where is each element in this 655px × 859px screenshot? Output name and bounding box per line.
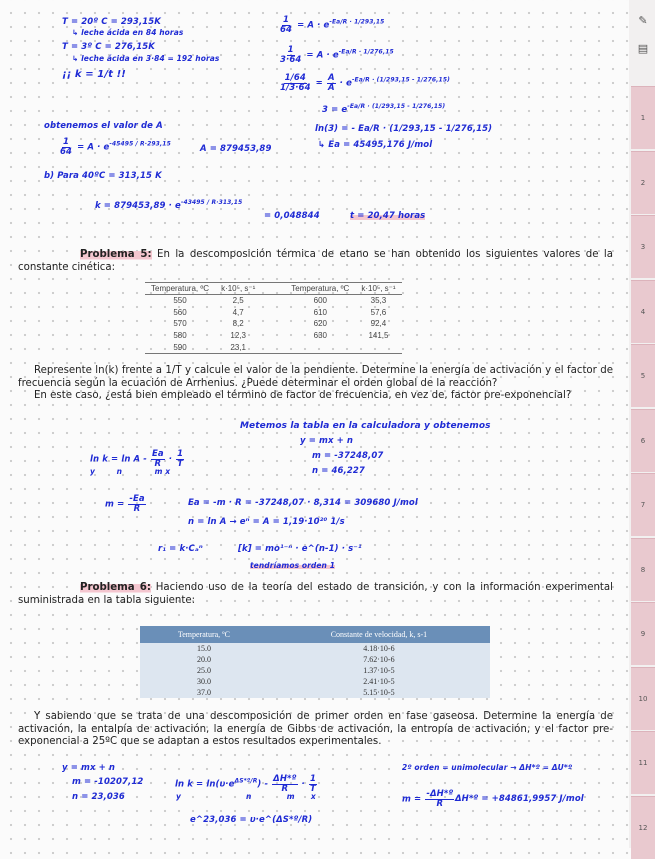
table-row (145, 341, 402, 353)
hw-k-def: ¡¡ k = 1/t !! (62, 69, 126, 80)
problem-6-title: Problema 6: (80, 582, 151, 593)
table-cell: 12,3 (230, 331, 246, 341)
section-tab[interactable]: 9 (631, 602, 655, 665)
table-row (145, 295, 402, 307)
table-cell: 7.62·10-6 (268, 654, 490, 665)
table-row (140, 665, 490, 676)
hw-arrhenius-ln: ln k = ln A - $\frac{Ea}{R}$ · $\frac{1}{T}$ (90, 449, 184, 469)
table-cell: 560 (173, 307, 187, 317)
hw-p6-order: 2º orden = unimolecular → ΔH*º = ΔU*º (402, 763, 573, 772)
table-cell: 630 (313, 331, 327, 341)
problem-5-question (18, 365, 613, 403)
col-temp-2: Temperatura, ºC (261, 283, 355, 295)
problem-6-q: Y sabiendo que se trata de una descomposición de primer orden en fase gaseosa. Determine la energía de activación, la entalpía de activación, la energía de Gibbs de activación, la entropía de activación, y el factor pre-exponencial a 25ºC que se adaptan a estos resultados experimentales. (18, 711, 613, 747)
hw-p6-dh: ΔH*º = +84861,9957 J/mol (455, 794, 584, 804)
table-cell: 580 (173, 331, 187, 341)
hw-ea-calc: Ea = -m · R = -37248,07 · 8,314 = 309680 J/mol (188, 498, 418, 508)
hw-rate: r₁ = k·Cₐⁿ (158, 544, 203, 554)
kinetics-table (145, 282, 402, 354)
hw-p6-m: m = -10207,12 (72, 777, 144, 787)
notebook-icon[interactable]: ▤ (637, 42, 649, 55)
pen-icon[interactable]: ✎ (638, 14, 648, 27)
problem-5-q2: En este caso, ¿está bien empleado el término de factor de frecuencia, en vez de, factor pre-exponencial? (34, 390, 572, 401)
table-cell: 8,2 (232, 319, 244, 329)
hw-units: [k] = mo¹⁻ⁿ · e^(n-1) · s⁻¹ (238, 544, 362, 554)
table-cell (355, 341, 401, 353)
table-cell: 550 (173, 296, 187, 306)
rate-constant-table (140, 626, 490, 698)
table-cell: 20.0 (140, 654, 268, 665)
hw-m-val: m = -37248,07 (312, 451, 384, 461)
hw-note2: ↳ leche ácida en 3·84 = 192 horas (72, 54, 220, 63)
table-cell: 1.37·10-5 (268, 665, 490, 676)
hw-k-result: = 0,048844 (264, 211, 320, 221)
hw-eq-a: $\frac{1}{64}$ = $A \cdot e^{-45495 / R\cdot 293,15}$ (60, 137, 171, 157)
col-rate-constant: Constante de velocidad, k, s-1 (268, 626, 490, 643)
section-tab[interactable]: 7 (631, 473, 655, 536)
table-row (145, 307, 402, 319)
problem-6-text: Haciendo uso de la teoría del estado de transición, y con la información experimental suministrada en la tabla siguiente: (18, 582, 613, 606)
hw-order: tendríamos orden 1 (250, 561, 336, 570)
section-tab[interactable]: 3 (631, 215, 655, 278)
col-temp-1: Temperatura, ºC (145, 283, 215, 295)
hw-a-value: A = 879453,89 (200, 144, 272, 154)
problem-6-statement (18, 582, 613, 607)
hw-t-result: t = 20,47 horas (350, 211, 426, 221)
table-cell: 570 (173, 319, 187, 329)
section-tab[interactable]: 2 (631, 151, 655, 214)
table-cell: 600 (313, 296, 327, 306)
table-cell: 35,3 (370, 296, 387, 306)
hw-mapping: y n m x (90, 467, 171, 476)
section-tab[interactable]: 10 (631, 667, 655, 730)
table-cell: 30.0 (140, 676, 268, 687)
section-tab[interactable]: 6 (631, 409, 655, 472)
section-tab[interactable]: 11 (631, 731, 655, 794)
table-cell: 57,6 (370, 307, 387, 317)
table-row (145, 318, 402, 330)
table-cell (261, 341, 355, 353)
table-cell: 15.0 (140, 643, 268, 654)
hw-obtain-a: obtenemos el valor de A (44, 121, 163, 131)
table-cell: 620 (313, 319, 327, 329)
table-cell: 23,1 (215, 341, 261, 353)
problem-5-text: En la descomposición térmica de etano se han obtenido los siguientes valores de la constante cinética: (18, 249, 613, 273)
problem-5-q1: Represente ln(k) frente a 1/T y calcule el valor de la pendiente. Determine la energía de activación y el factor de frecuencia según la ecuación de Arrhenius. ¿Puede determinar el orden global de la reacción? (18, 365, 613, 389)
hw-p6-mapping: y n m x (176, 792, 316, 801)
table-row (140, 643, 490, 654)
table-row (140, 654, 490, 665)
hw-temp1: T = 20º C = 293,15K (62, 17, 161, 27)
section-tab[interactable]: 8 (631, 538, 655, 601)
hw-eq3: $\frac{1/64}{1/3\cdot 64}$ = $\frac{A}{A}$ · $e^{-Ea/R \cdot (1/293,15 - 1/276,15)}$ (280, 73, 450, 93)
hw-m-def: m = $\frac{-Ea}{R}$ (105, 494, 145, 514)
hw-ea-result: ↳ Ea = 45495,176 J/mol (318, 140, 433, 150)
table-cell: 4,7 (232, 307, 244, 317)
section-tab[interactable]: 12 (631, 796, 655, 859)
table-cell: 4.18·10-6 (268, 643, 490, 654)
hw-part-b: b) Para 40ºC = 313,15 K (44, 171, 162, 181)
hw-eyring: $\ln k = \ln(\upsilon\cdot e^{\Delta S*º/R})$ - $\frac{\text{ΔH*º}}{R}$ · $\frac{1}{T}$ (175, 774, 316, 794)
hw-p6-exp: e^23,036 = υ·e^(ΔS*º/R) (190, 815, 313, 825)
problem-5-title: Problema 5: (80, 249, 152, 260)
hw-calc-note: Metemos la tabla en la calculadora y obtenemos (240, 421, 491, 431)
table-cell: 2.41·10-5 (268, 676, 490, 687)
problem-6-question (18, 711, 613, 749)
hw-note1: ↳ leche ácida en 84 horas (72, 28, 184, 37)
hw-n-val: n = 46,227 (312, 466, 365, 476)
table-cell: 610 (313, 307, 327, 317)
table-cell: 5.15·10-5 (268, 687, 490, 698)
hw-temp2: T = 3º C = 276,15K (62, 42, 155, 52)
table-cell: 141,5 (368, 331, 389, 341)
hw-eq2: $\frac{1}{3\cdot 64}$ = $A \cdot e^{-Ea/R \cdot 1/276,15}$ (280, 45, 394, 65)
table-cell: 25.0 (140, 665, 268, 676)
hw-p6-line: y = mx + n (62, 763, 116, 773)
hw-p6-m-def: m = $\frac{\text{-ΔH*º}}{R}$ (402, 789, 454, 809)
col-k-1: k·10⁵, s⁻¹ (215, 283, 261, 295)
hw-p6-n: n = 23,036 (72, 792, 125, 802)
col-k-2: k·10⁵, s⁻¹ (355, 283, 401, 295)
section-tab[interactable]: 4 (631, 280, 655, 343)
problem-5-statement (18, 249, 613, 274)
table-row (145, 330, 402, 342)
table-cell: 590 (145, 341, 215, 353)
table-row (140, 676, 490, 687)
section-tab[interactable]: 1 (631, 86, 655, 149)
hw-a-calc: n = ln A → eⁿ = A = 1,19·10²⁰ 1/s (188, 517, 345, 527)
hw-eq1: $\frac{1}{64}$ = $A \cdot e^{-Ea/R \cdot 1/293,15}$ (280, 15, 385, 35)
hw-line-eq: y = mx + n (300, 436, 354, 446)
hw-k-40: $k = 879453,89 \cdot e^{-43495 / R\cdot 313,15}$ (95, 199, 243, 211)
hw-eq5: ln(3) = - Ea/R · (1/293,15 - 1/276,15) (315, 124, 493, 134)
table-row (140, 687, 490, 698)
section-tab[interactable]: 5 (631, 344, 655, 407)
table-cell: 37.0 (140, 687, 268, 698)
col-temperature: Temperatura, ºC (140, 626, 268, 643)
table-cell: 92,4 (370, 319, 387, 329)
table-cell: 2,5 (232, 296, 244, 306)
hw-eq4: $3 = e^{-Ea/R \cdot (1/293,15 - 1/276,15)}$ (322, 103, 446, 115)
